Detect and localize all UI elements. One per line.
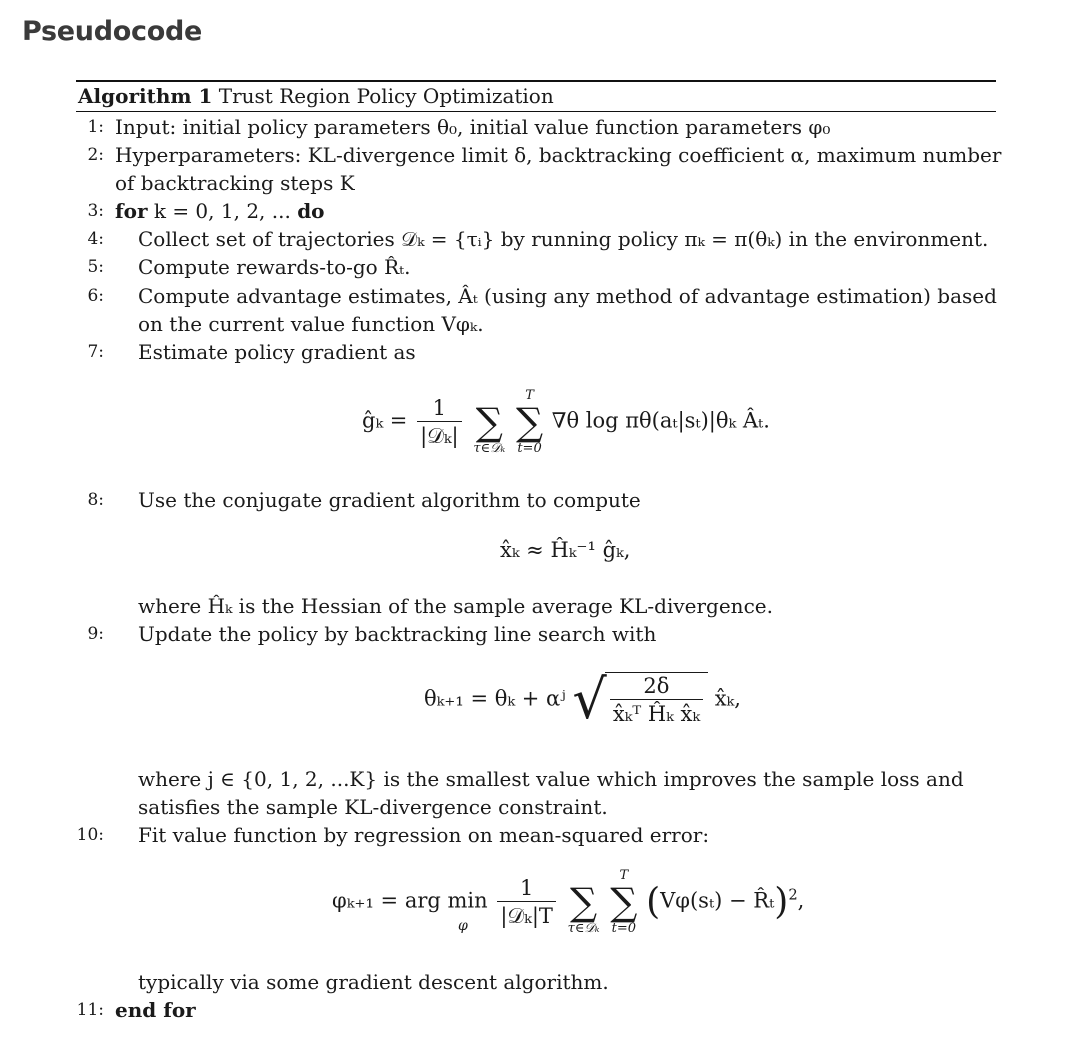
line-number: 9: bbox=[87, 624, 104, 644]
step-text: on the current value function Vφₖ. bbox=[138, 312, 484, 336]
algorithm-top-rule bbox=[76, 80, 996, 82]
fraction-denominator: |𝒟ₖ| bbox=[417, 421, 462, 450]
sum-over-time bbox=[610, 868, 637, 936]
equation-lhs: φₖ₊₁ = arg min bbox=[332, 888, 488, 913]
sum-symbol: ∑ bbox=[515, 400, 544, 444]
sum-over-trajectories bbox=[473, 388, 505, 456]
line-number: 10: bbox=[76, 825, 104, 845]
equation-lhs: θₖ₊₁ = θₖ + αʲ bbox=[424, 686, 566, 711]
fraction bbox=[497, 875, 556, 930]
algorithm-title: Trust Region Policy Optimization bbox=[218, 84, 554, 108]
equation-tail: , bbox=[797, 888, 805, 913]
fraction-numerator: 2δ bbox=[643, 674, 670, 698]
line-number: 8: bbox=[87, 490, 104, 510]
fraction-numerator: 1 bbox=[519, 875, 534, 900]
equation-lhs: ĝₖ = bbox=[362, 408, 408, 433]
algorithm-header bbox=[78, 83, 554, 109]
line-number: 4: bbox=[87, 229, 104, 249]
equation-conjugate-gradient: x̂ₖ ≈ Ĥₖ⁻¹ ĝₖ, bbox=[500, 538, 631, 562]
line-number: 5: bbox=[87, 257, 104, 277]
loop-range: k = 0, 1, 2, ... bbox=[153, 199, 291, 223]
line-number: 6: bbox=[87, 286, 104, 306]
sum-lower-limit: τ∈𝒟ₖ bbox=[473, 441, 506, 456]
radical-sign: √ bbox=[572, 668, 607, 731]
exponent: 2 bbox=[788, 886, 798, 904]
equation-body: ∇θ log πθ(aₜ|sₜ)|θₖ Âₜ. bbox=[551, 408, 770, 433]
step-text: of backtracking steps K bbox=[115, 171, 355, 195]
fraction-numerator: 1 bbox=[432, 395, 447, 420]
sum-lower-limit: τ∈𝒟ₖ bbox=[567, 921, 600, 936]
sum-upper-limit: T bbox=[619, 868, 629, 883]
line-number: 1: bbox=[87, 117, 104, 137]
step-text: Compute rewards-to-go R̂ₜ. bbox=[138, 255, 411, 279]
step-text: typically via some gradient descent algorithm. bbox=[138, 970, 609, 994]
algorithm-header-rule bbox=[76, 111, 996, 112]
step-text: Estimate policy gradient as bbox=[138, 340, 416, 364]
line-number: 2: bbox=[87, 145, 104, 165]
step-text: Fit value function by regression on mean-squared error: bbox=[138, 823, 710, 847]
line-number: 7: bbox=[87, 342, 104, 362]
right-paren: ) bbox=[774, 881, 789, 923]
equation-policy-update bbox=[424, 670, 741, 730]
equation-value-fit bbox=[332, 868, 804, 936]
left-paren: ( bbox=[646, 881, 661, 923]
fraction bbox=[417, 395, 462, 450]
line-number: 3: bbox=[87, 201, 104, 221]
fraction-denominator: |𝒟ₖ|T bbox=[497, 901, 556, 930]
sum-symbol: ∑ bbox=[570, 880, 598, 924]
fraction-denominator: x̂ₖᵀ Ĥₖ x̂ₖ bbox=[610, 699, 703, 728]
step-text: where Ĥₖ is the Hessian of the sample average KL-divergence. bbox=[138, 594, 773, 618]
sum-symbol: ∑ bbox=[475, 400, 503, 444]
step-text: Hyperparameters: KL-divergence limit δ, backtracking coefficient α, maximum number bbox=[115, 143, 1002, 167]
page-title: Pseudocode bbox=[22, 16, 202, 47]
step-text: Use the conjugate gradient algorithm to compute bbox=[138, 488, 641, 512]
sum-lower-limit: t=0 bbox=[611, 921, 636, 936]
step-text: Collect set of trajectories 𝒟ₖ = {τᵢ} by running policy πₖ = π(θₖ) in the environment. bbox=[138, 227, 989, 251]
step-text: where j ∈ {0, 1, 2, ...K} is the smallest value which improves the sample loss and bbox=[138, 767, 964, 791]
keyword-for: for bbox=[115, 199, 148, 223]
step-text: Update the policy by backtracking line search with bbox=[138, 622, 657, 646]
keyword-do: do bbox=[297, 199, 325, 223]
sum-symbol: ∑ bbox=[610, 880, 638, 924]
equation-body: Vφ(sₜ) − R̂ₜ bbox=[660, 888, 775, 913]
fraction bbox=[610, 673, 703, 728]
step-text: Input: initial policy parameters θ₀, initial value function parameters φ₀ bbox=[115, 115, 831, 139]
sum-lower-limit: t=0 bbox=[517, 441, 542, 456]
equation-tail: x̂ₖ, bbox=[714, 686, 741, 711]
step-text: satisfies the sample KL-divergence constraint. bbox=[138, 795, 608, 819]
sum-over-trajectories bbox=[568, 868, 600, 936]
sum-over-time bbox=[516, 388, 543, 456]
keyword-end-for: end for bbox=[115, 998, 196, 1022]
algorithm-label: Algorithm 1 bbox=[78, 84, 213, 108]
step-text: Compute advantage estimates, Âₜ (using any method of advantage estimation) based bbox=[138, 284, 997, 308]
argmin-subscript: φ bbox=[458, 918, 468, 934]
square-root bbox=[572, 670, 708, 730]
sum-upper-limit: T bbox=[525, 388, 534, 403]
equation-policy-gradient bbox=[362, 388, 770, 456]
line-number: 11: bbox=[76, 1000, 104, 1020]
